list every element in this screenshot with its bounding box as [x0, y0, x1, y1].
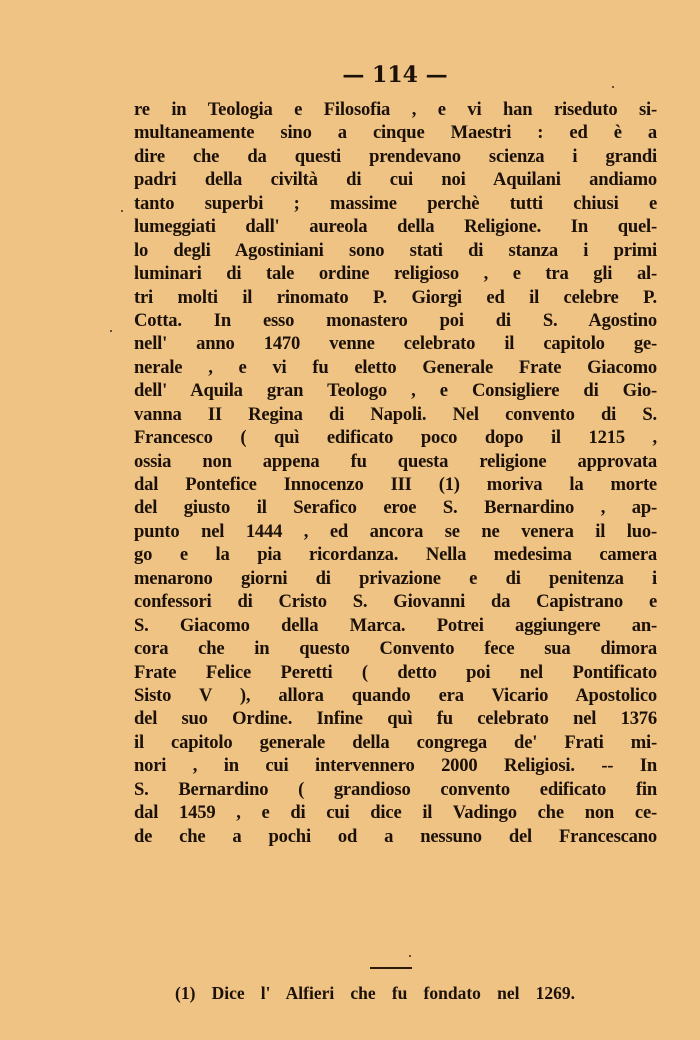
text-line: de che a pochi od a nessuno del Francescano — [134, 825, 657, 847]
text-line: nerale , e vi fu eletto Generale Frate Giacomo — [134, 356, 657, 378]
scan-speck — [110, 330, 112, 332]
text-line: Francesco ( quì edificato poco dopo il 1215 , — [134, 427, 657, 449]
text-line: dal Pontefice Innocenzo III (1) moriva la morte — [134, 474, 657, 495]
text-line: cora che in questo Convento fece sua dimora — [134, 638, 657, 660]
footnote-divider — [370, 967, 412, 969]
text-line: lo degli Agostiniani sono stati di stanza i primi — [134, 239, 657, 261]
text-line: del suo Ordine. Infine quì fu celebrato nel 1376 — [134, 708, 657, 730]
text-line: il capitolo generale della congrega de' Frati mi- — [134, 731, 657, 753]
text-line: tri molti il rinomato P. Giorgi ed il celebre P. — [134, 286, 657, 308]
text-line: re in Teologia e Filosofia , e vi han riseduto si- — [134, 99, 657, 120]
scan-speck — [409, 955, 411, 957]
scan-speck — [121, 210, 123, 212]
text-line: multaneamente sino a cinque Maestri : ed è a — [134, 122, 657, 144]
text-line: padri della civiltà di cui noi Aquilani andiamo — [134, 169, 657, 191]
page-number: — 114 — — [342, 62, 448, 88]
text-line: tanto superbi ; massime perchè tutti chiusi e — [134, 192, 657, 214]
text-line: lumeggiati dall' aureola della Religione. In quel- — [134, 216, 657, 238]
text-line: Cotta. In esso monastero poi di S. Agostino — [134, 309, 657, 331]
text-line: ossia non appena fu questa religione approvata — [134, 450, 657, 472]
text-line: go e la pia ricordanza. Nella medesima camera — [134, 544, 657, 566]
text-line: dell' Aquila gran Teologo , e Consigliere di Gio- — [134, 380, 657, 402]
text-line: nell' anno 1470 venne celebrato il capitolo ge- — [134, 333, 657, 355]
text-line: nori , in cui intervennero 2000 Religiosi. -- In — [134, 755, 657, 777]
text-line: dire che da questi prendevano scienza i grandi — [134, 145, 657, 167]
scan-speck — [612, 86, 614, 88]
text-line: punto nel 1444 , ed ancora se ne venera il luo- — [134, 520, 657, 542]
body-text — [134, 98, 657, 848]
text-line: S. Bernardino ( grandioso convento edificato fin — [134, 778, 657, 800]
text-line: S. Giacomo della Marca. Potrei aggiungere an- — [134, 614, 657, 636]
text-line: del giusto il Serafico eroe S. Bernardino , ap- — [134, 497, 657, 519]
text-line: Frate Felice Peretti ( detto poi nel Pontificato — [134, 661, 657, 683]
text-line: confessori di Cristo S. Giovanni da Capistrano e — [134, 591, 657, 613]
text-line: menarono giorni di privazione e di penitenza i — [134, 567, 657, 589]
footnote: (1) Dice l' Alfieri che fu fondato nel 1269. — [175, 983, 575, 1003]
text-line: vanna II Regina di Napoli. Nel convento di S. — [134, 403, 657, 425]
text-line: luminari di tale ordine religioso , e tra gli al- — [134, 263, 657, 285]
text-line: Sisto V ), allora quando era Vicario Apostolico — [134, 684, 657, 706]
text-line: dal 1459 , e di cui dice il Vadingo che non ce- — [134, 802, 657, 824]
